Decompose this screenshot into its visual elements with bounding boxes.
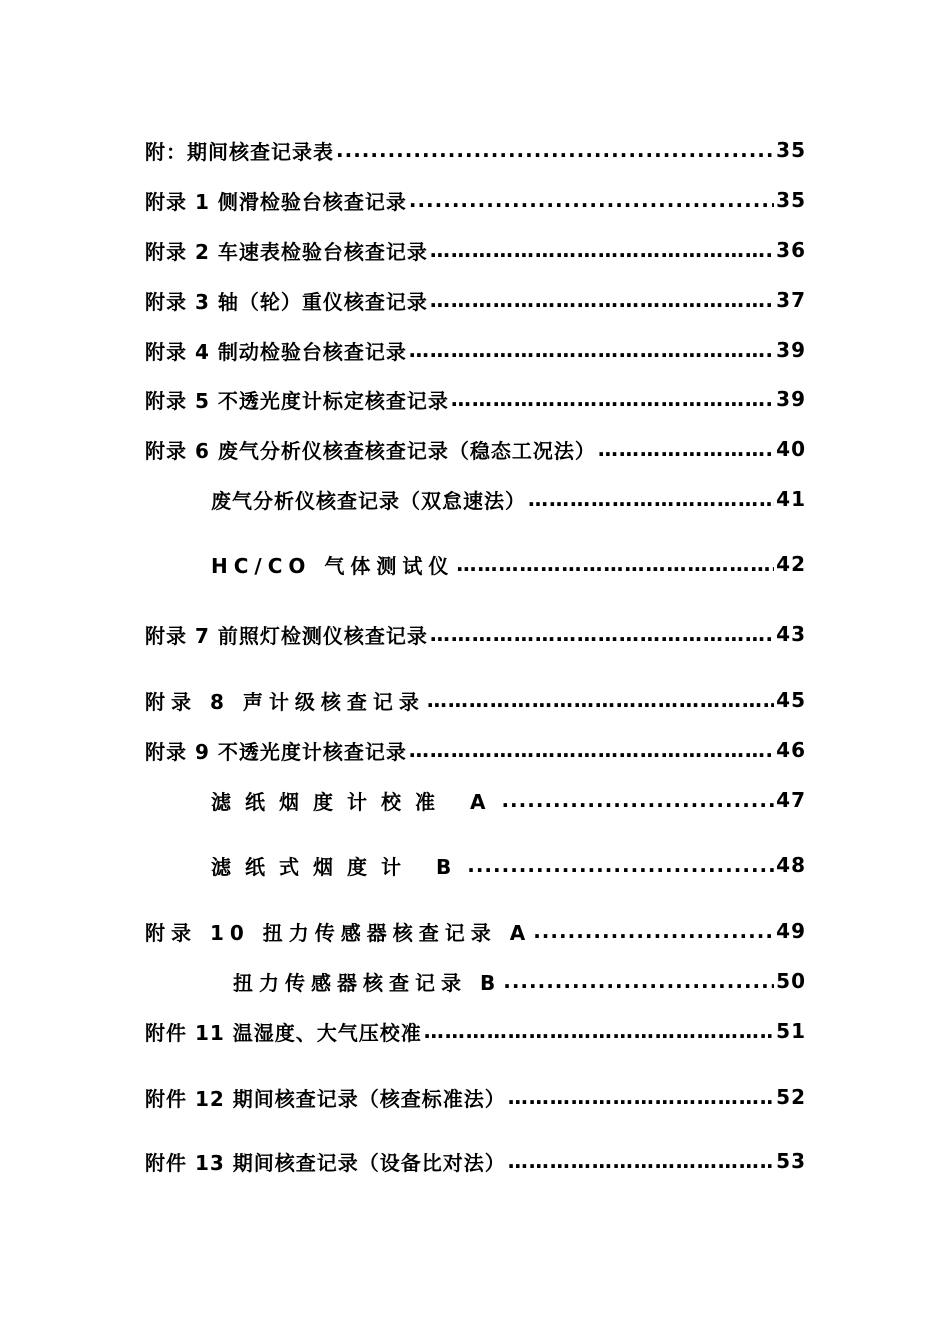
toc-entry-title: HC/CO 气体测试仪 <box>211 553 455 578</box>
toc-entry-title: 滤纸烟度计校准 A <box>211 789 500 814</box>
toc-entry[interactable] <box>211 484 806 514</box>
toc-entry-title: 附录 6 废气分析仪核查核查记录（稳态工况法） <box>145 438 596 463</box>
toc-leader <box>598 437 774 461</box>
toc-entry-page: 46 <box>776 738 806 762</box>
toc-leader <box>528 487 774 511</box>
toc-entry[interactable] <box>145 335 806 365</box>
toc-entry-page: 50 <box>776 969 806 993</box>
toc-entry-title: 附录 10 扭力传感器核查记录 A <box>145 920 532 945</box>
toc-leader <box>430 288 774 312</box>
toc-entry[interactable] <box>145 384 806 414</box>
toc-entry-page: 48 <box>776 853 806 877</box>
toc-entry-title: 附录 2 车速表检验台核查记录 <box>145 239 428 264</box>
toc-entry-page: 47 <box>776 788 806 812</box>
toc-entry-page: 36 <box>776 238 806 262</box>
toc-entry-page: 41 <box>776 487 806 511</box>
toc-entry[interactable] <box>145 685 806 715</box>
toc-leader <box>451 387 774 411</box>
toc-leader <box>409 338 774 362</box>
toc-entry-page: 39 <box>776 338 806 362</box>
toc-entry[interactable] <box>145 285 806 315</box>
toc-entry[interactable] <box>145 135 806 165</box>
toc-entry[interactable] <box>233 966 806 996</box>
toc-leader <box>508 1085 774 1109</box>
toc-leader <box>456 552 774 576</box>
toc-entry-title: 附录 5 不透光度计标定核查记录 <box>145 388 449 413</box>
toc-entry-page: 51 <box>776 1019 806 1043</box>
toc-entry-title: 附件 11 温湿度、大气压校准 <box>145 1020 422 1045</box>
toc-entry-title: 附录 4 制动检验台核查记录 <box>145 339 407 364</box>
toc-leader <box>424 1019 774 1043</box>
toc-entry-page: 35 <box>776 188 806 212</box>
toc-entry[interactable] <box>145 1082 806 1112</box>
toc-leader <box>430 622 774 646</box>
toc-entry-page: 45 <box>776 688 806 712</box>
toc-entry[interactable] <box>145 235 806 265</box>
toc-leader <box>533 919 774 943</box>
toc-leader <box>501 788 774 812</box>
toc-entry-title: 附录 8 声计级核查记录 <box>145 689 425 714</box>
toc-entry-page: 43 <box>776 622 806 646</box>
toc-entry[interactable] <box>145 1016 806 1046</box>
toc-entry-title: 滤纸式烟度计 B <box>211 854 466 879</box>
toc-entry-title: 附：期间核查记录表 <box>145 139 334 164</box>
toc-entry-page: 52 <box>776 1085 806 1109</box>
toc-entry-title: 附录 3 轴（轮）重仪核查记录 <box>145 289 428 314</box>
toc-entry-page: 53 <box>776 1149 806 1173</box>
toc-entry-page: 42 <box>776 552 806 576</box>
toc-entry[interactable] <box>211 850 806 880</box>
toc-leader <box>508 1149 774 1173</box>
toc-entry-title: 附件 12 期间核查记录（核查标准法） <box>145 1086 506 1111</box>
toc-entry-title: 扭力传感器核查记录 B <box>233 970 502 995</box>
toc-leader <box>409 188 774 212</box>
toc-entry[interactable] <box>145 434 806 464</box>
toc-entry-title: 废气分析仪核查记录（双怠速法） <box>211 488 526 513</box>
toc-entry-title: 附录 7 前照灯检测仪核查记录 <box>145 623 428 648</box>
toc-entry-title: 附件 13 期间核查记录（设备比对法） <box>145 1150 506 1175</box>
toc-entry-title: 附录 9 不透光度计核查记录 <box>145 739 407 764</box>
toc-entry[interactable] <box>145 916 806 946</box>
toc-leader <box>409 738 774 762</box>
toc-entry[interactable] <box>145 619 806 649</box>
toc-leader <box>503 969 774 993</box>
toc-leader <box>427 688 774 712</box>
toc-entry-page: 37 <box>776 288 806 312</box>
toc-leader <box>467 853 774 877</box>
toc-entry-page: 40 <box>776 437 806 461</box>
toc-entry[interactable] <box>211 785 806 815</box>
toc-entry[interactable] <box>145 1146 806 1176</box>
toc-entry-page: 39 <box>776 387 806 411</box>
toc-leader <box>430 238 774 262</box>
toc-leader <box>336 138 774 162</box>
toc-entry-page: 49 <box>776 919 806 943</box>
toc-entry[interactable] <box>145 185 806 215</box>
toc-entry[interactable] <box>145 735 806 765</box>
toc-entry[interactable] <box>211 549 806 579</box>
toc-entry-title: 附录 1 侧滑检验台核查记录 <box>145 189 407 214</box>
toc-entry-page: 35 <box>776 138 806 162</box>
